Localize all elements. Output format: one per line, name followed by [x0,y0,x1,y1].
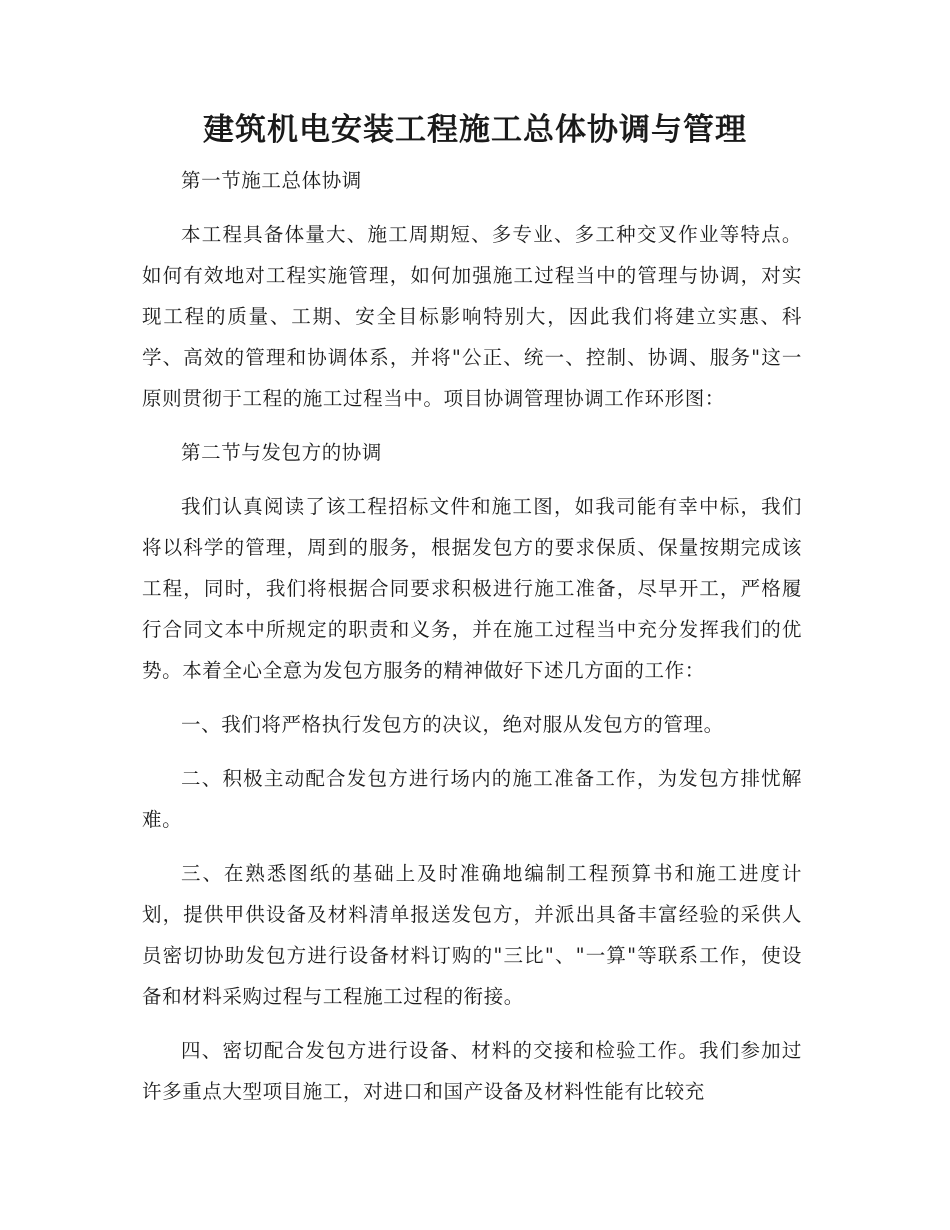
paragraph-client: 我们认真阅读了该工程招标文件和施工图，如我司能有幸中标，我们将以科学的管理，周到的服务，根据发包方的要求保质、保量按期完成该工程，同时，我们将根据合同要求积极进行施工准备，尽早开工，严格履行合同文本中所规定的职责和义务，并在施工过程当中充分发挥我们的优势。本着全心全意为发包方服务的精神做好下述几方面的工作： [142,495,802,682]
document-title: 建筑机电安装工程施工总体协调与管理 [203,112,747,148]
section-heading-1: 第一节施工总体协调 [181,169,362,192]
paragraph-intro: 本工程具备体量大、施工周期短、多专业、多工种交叉作业等特点。如何有效地对工程实施管理，如何加强施工过程当中的管理与协调，对实现工程的质量、工期、安全目标影响特别大，因此我们将建立实惠、科学、高效的管理和协调体系，并将"公正、统一、控制、协调、服务"这一原则贯彻于工程的施工过程当中。项目协调管理协调工作环形图： [142,223,802,410]
list-item-4: 四、密切配合发包方进行设备、材料的交接和检验工作。我们参加过许多重点大型项目施工，对进口和国产设备及材料性能有比较充 [142,1039,802,1103]
list-item-2: 二、积极主动配合发包方进行场内的施工准备工作，为发包方排忧解难。 [142,767,802,831]
list-item-1: 一、我们将严格执行发包方的决议，绝对服从发包方的管理。 [181,713,724,736]
list-item-3: 三、在熟悉图纸的基础上及时准确地编制工程预算书和施工进度计划，提供甲供设备及材料清单报送发包方，并派出具备丰富经验的采供人员密切协助发包方进行设备材料订购的"三比"、"一算"等联系工作，使设备和材料采购过程与工程施工过程的衔接。 [142,862,802,1008]
document-body [142,160,802,1112]
section-heading-2: 第二节与发包方的协调 [181,441,383,464]
